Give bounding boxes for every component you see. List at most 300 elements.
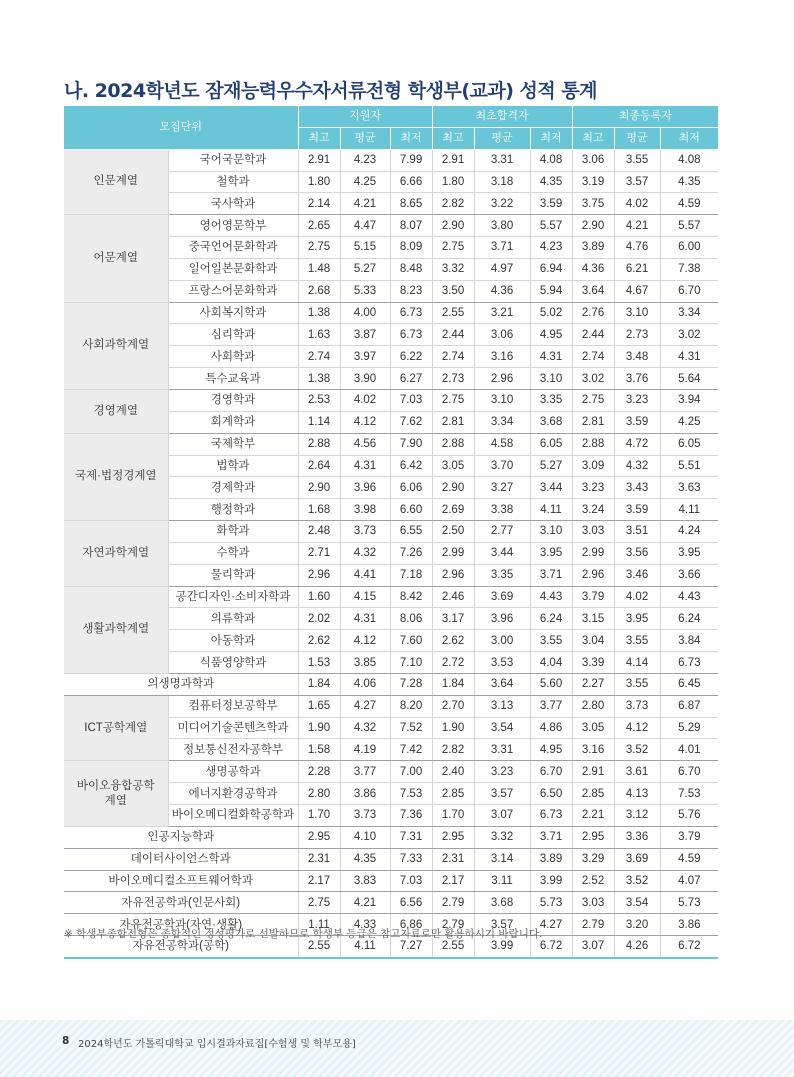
- unit-name: 자유전공학과(인문사회): [64, 892, 298, 914]
- stat-cell: 5.27: [530, 455, 572, 477]
- stat-header-avg: 평균: [340, 127, 390, 149]
- stat-cell: 5.33: [340, 280, 390, 302]
- stat-cell: 4.11: [340, 936, 390, 958]
- admission-stats-table: [64, 106, 718, 959]
- stat-cell: 4.31: [530, 346, 572, 368]
- stat-cell: 3.98: [340, 499, 390, 521]
- stat-cell: 4.31: [340, 455, 390, 477]
- stat-cell: 2.48: [298, 521, 340, 543]
- dept-name: 경제학과: [168, 477, 298, 499]
- stat-cell: 3.52: [614, 870, 660, 892]
- stat-cell: 3.56: [614, 542, 660, 564]
- stat-cell: 3.39: [572, 652, 614, 674]
- stat-header-max: 최고: [298, 127, 340, 149]
- stat-cell: 4.67: [614, 280, 660, 302]
- stat-cell: 6.21: [614, 258, 660, 280]
- stat-cell: 6.72: [660, 936, 718, 958]
- stat-cell: 2.79: [572, 914, 614, 936]
- stat-cell: 3.16: [474, 346, 530, 368]
- unit-name: 의생명과학과: [64, 673, 298, 695]
- stat-cell: 8.07: [390, 215, 432, 237]
- stat-cell: 8.20: [390, 695, 432, 717]
- stat-cell: 2.17: [432, 870, 474, 892]
- stat-cell: 2.44: [432, 324, 474, 346]
- stat-cell: 3.32: [474, 826, 530, 848]
- stat-cell: 2.31: [432, 848, 474, 870]
- stat-cell: 4.12: [614, 717, 660, 739]
- table-body: [64, 149, 718, 958]
- stat-cell: 4.21: [340, 193, 390, 215]
- stat-cell: 3.10: [474, 389, 530, 411]
- table-row: [64, 433, 718, 455]
- table-row: [64, 302, 718, 324]
- stat-cell: 3.38: [474, 499, 530, 521]
- stat-cell: 3.55: [614, 673, 660, 695]
- table-row: [64, 848, 718, 870]
- stat-cell: 3.44: [474, 542, 530, 564]
- stat-cell: 3.10: [530, 521, 572, 543]
- dept-name: 영어영문학부: [168, 215, 298, 237]
- stat-cell: 2.99: [432, 542, 474, 564]
- stat-cell: 4.08: [660, 149, 718, 171]
- stat-cell: 3.73: [340, 805, 390, 827]
- table-row: [64, 892, 718, 914]
- stat-cell: 4.14: [614, 652, 660, 674]
- stat-cell: 4.32: [340, 717, 390, 739]
- stat-cell: 4.12: [340, 630, 390, 652]
- stat-cell: 8.42: [390, 586, 432, 608]
- dept-name: 국제학부: [168, 433, 298, 455]
- stat-cell: 2.79: [432, 914, 474, 936]
- stat-cell: 1.38: [298, 302, 340, 324]
- stat-cell: 5.64: [660, 368, 718, 390]
- stat-cell: 3.43: [614, 477, 660, 499]
- stat-cell: 7.53: [390, 783, 432, 805]
- dept-name: 회계학과: [168, 411, 298, 433]
- stat-cell: 3.51: [614, 521, 660, 543]
- stat-cell: 3.86: [660, 914, 718, 936]
- stat-cell: 2.81: [572, 411, 614, 433]
- stat-cell: 3.29: [572, 848, 614, 870]
- stat-cell: 2.64: [298, 455, 340, 477]
- stat-cell: 4.35: [660, 171, 718, 193]
- stat-cell: 6.56: [390, 892, 432, 914]
- stat-cell: 6.73: [390, 324, 432, 346]
- stat-cell: 3.44: [530, 477, 572, 499]
- stat-cell: 4.02: [614, 586, 660, 608]
- stat-cell: 2.72: [432, 652, 474, 674]
- table-row: [64, 215, 718, 237]
- footer-text: 2024학년도 가톨릭대학교 입시결과자료집[수험생 및 학부모용]: [78, 1039, 356, 1050]
- stat-cell: 4.10: [340, 826, 390, 848]
- dept-name: 중국언어문화학과: [168, 237, 298, 259]
- stat-cell: 4.86: [530, 717, 572, 739]
- stat-cell: 4.26: [614, 936, 660, 958]
- stat-cell: 4.76: [614, 237, 660, 259]
- stat-header-avg: 평균: [474, 127, 530, 149]
- stat-cell: 6.42: [390, 455, 432, 477]
- stat-cell: 7.90: [390, 433, 432, 455]
- stat-cell: 5.15: [340, 237, 390, 259]
- stat-cell: 7.10: [390, 652, 432, 674]
- stat-cell: 7.60: [390, 630, 432, 652]
- stat-cell: 2.76: [572, 302, 614, 324]
- stat-cell: 4.43: [660, 586, 718, 608]
- stat-cell: 6.50: [530, 783, 572, 805]
- table-row: [64, 389, 718, 411]
- stat-cell: 3.13: [474, 695, 530, 717]
- unit-name: 바이오메디컬소프트웨어학과: [64, 870, 298, 892]
- stat-cell: 2.44: [572, 324, 614, 346]
- group-name-line: 바이오융합공학: [76, 779, 155, 792]
- stat-cell: 6.00: [660, 237, 718, 259]
- stat-cell: 3.95: [660, 542, 718, 564]
- stat-cell: 1.84: [298, 673, 340, 695]
- stat-cell: 2.02: [298, 608, 340, 630]
- stat-cell: 1.63: [298, 324, 340, 346]
- stat-cell: 2.88: [432, 433, 474, 455]
- group-name-line: 계열: [104, 794, 127, 807]
- stat-cell: 1.14: [298, 411, 340, 433]
- stat-cell: 6.60: [390, 499, 432, 521]
- stat-cell: 5.94: [530, 280, 572, 302]
- stat-cell: 5.02: [530, 302, 572, 324]
- stat-cell: 2.75: [298, 892, 340, 914]
- stat-cell: 2.91: [432, 149, 474, 171]
- stat-header-min: 최저: [530, 127, 572, 149]
- stat-cell: 2.96: [432, 564, 474, 586]
- group-name: 생활과학계열: [64, 586, 168, 673]
- stat-cell: 3.35: [530, 389, 572, 411]
- stat-cell: 2.95: [572, 826, 614, 848]
- stat-cell: 1.70: [298, 805, 340, 827]
- stat-cell: 3.46: [614, 564, 660, 586]
- stat-cell: 6.87: [660, 695, 718, 717]
- stat-cell: 4.59: [660, 193, 718, 215]
- stat-cell: 1.84: [432, 673, 474, 695]
- stat-cell: 4.00: [340, 302, 390, 324]
- stat-cell: 2.55: [432, 936, 474, 958]
- stat-cell: 2.55: [432, 302, 474, 324]
- stat-cell: 5.76: [660, 805, 718, 827]
- stat-cell: 8.48: [390, 258, 432, 280]
- stat-cell: 5.57: [660, 215, 718, 237]
- stat-cell: 3.97: [340, 346, 390, 368]
- stat-cell: 3.77: [340, 761, 390, 783]
- stat-cell: 4.06: [340, 673, 390, 695]
- unit-name: 데이터사이언스학과: [64, 848, 298, 870]
- stat-cell: 6.22: [390, 346, 432, 368]
- stat-cell: 4.31: [660, 346, 718, 368]
- stat-cell: 6.70: [530, 761, 572, 783]
- stat-cell: 3.31: [474, 739, 530, 761]
- dept-name: 물리학과: [168, 564, 298, 586]
- stat-cell: 4.01: [660, 739, 718, 761]
- stat-cell: 5.27: [340, 258, 390, 280]
- stat-cell: 1.80: [432, 171, 474, 193]
- stat-cell: 6.55: [390, 521, 432, 543]
- dept-name: 의류학과: [168, 608, 298, 630]
- stat-cell: 5.57: [530, 215, 572, 237]
- stat-cell: 7.53: [660, 783, 718, 805]
- stat-cell: 4.33: [340, 914, 390, 936]
- stat-cell: 7.00: [390, 761, 432, 783]
- stat-cell: 2.81: [432, 411, 474, 433]
- stat-cell: 2.80: [572, 695, 614, 717]
- stat-cell: 6.24: [660, 608, 718, 630]
- stat-cell: 3.03: [572, 521, 614, 543]
- stat-cell: 2.96: [474, 368, 530, 390]
- stat-cell: 6.45: [660, 673, 718, 695]
- stat-cell: 3.53: [474, 652, 530, 674]
- stat-cell: 6.72: [530, 936, 572, 958]
- stat-cell: 7.42: [390, 739, 432, 761]
- stat-cell: 2.91: [298, 149, 340, 171]
- stat-cell: 6.70: [660, 761, 718, 783]
- stat-cell: 2.21: [572, 805, 614, 827]
- footnote: ※ 학생부종합전형은 종합적인 정성평가로 선발하므로 학생부 등급은 참고자료로만 활용하시기 바랍니다.: [64, 928, 543, 940]
- stat-cell: 4.56: [340, 433, 390, 455]
- stat-cell: 4.27: [530, 914, 572, 936]
- stat-cell: 3.84: [660, 630, 718, 652]
- stat-cell: 3.85: [340, 652, 390, 674]
- stat-cell: 3.57: [474, 783, 530, 805]
- stat-cell: 3.76: [614, 368, 660, 390]
- stat-header-avg: 평균: [614, 127, 660, 149]
- stat-cell: 3.15: [572, 608, 614, 630]
- stat-cell: 2.75: [432, 389, 474, 411]
- stat-cell: 3.14: [474, 848, 530, 870]
- stat-cell: 3.89: [572, 237, 614, 259]
- group-name: 경영계열: [64, 389, 168, 433]
- stat-cell: 3.00: [474, 630, 530, 652]
- stat-cell: 3.59: [530, 193, 572, 215]
- stat-cell: 4.41: [340, 564, 390, 586]
- stat-cell: 3.55: [614, 149, 660, 171]
- page-title: 나. 2024학년도 잠재능력우수자서류전형 학생부(교과) 성적 통계: [64, 80, 598, 102]
- stat-cell: 1.60: [298, 586, 340, 608]
- stat-cell: 3.99: [530, 870, 572, 892]
- stat-cell: 1.48: [298, 258, 340, 280]
- table-row: [64, 826, 718, 848]
- dept-name: 에너지환경공학과: [168, 783, 298, 805]
- stat-cell: 4.95: [530, 324, 572, 346]
- stat-cell: 4.04: [530, 652, 572, 674]
- stat-cell: 4.32: [614, 455, 660, 477]
- stat-cell: 3.03: [572, 892, 614, 914]
- stat-cell: 2.95: [432, 826, 474, 848]
- stat-cell: 4.13: [614, 783, 660, 805]
- stat-cell: 4.07: [660, 870, 718, 892]
- table-row: [64, 586, 718, 608]
- group-header-final-enrollees: 최종등록자: [572, 106, 718, 127]
- stat-cell: 4.15: [340, 586, 390, 608]
- stat-cell: 7.26: [390, 542, 432, 564]
- stat-cell: 7.62: [390, 411, 432, 433]
- stat-cell: 3.79: [572, 586, 614, 608]
- stat-cell: 2.55: [298, 936, 340, 958]
- stat-cell: 2.70: [432, 695, 474, 717]
- stat-cell: 4.25: [340, 171, 390, 193]
- stat-cell: 3.11: [474, 870, 530, 892]
- stat-cell: 3.69: [614, 848, 660, 870]
- stat-cell: 3.18: [474, 171, 530, 193]
- stat-cell: 2.75: [572, 389, 614, 411]
- table-row: [64, 870, 718, 892]
- stat-cell: 2.73: [432, 368, 474, 390]
- stat-cell: 3.07: [474, 805, 530, 827]
- stat-cell: 3.04: [572, 630, 614, 652]
- stat-cell: 3.86: [340, 783, 390, 805]
- dept-name: 생명공학과: [168, 761, 298, 783]
- stat-cell: 2.74: [432, 346, 474, 368]
- stat-header-max: 최고: [432, 127, 474, 149]
- stat-cell: 3.68: [530, 411, 572, 433]
- stat-cell: 3.59: [614, 411, 660, 433]
- dept-name: 아동학과: [168, 630, 298, 652]
- stat-cell: 4.23: [340, 149, 390, 171]
- dept-name: 프랑스어문화학과: [168, 280, 298, 302]
- stat-cell: 6.05: [530, 433, 572, 455]
- stat-cell: 3.89: [530, 848, 572, 870]
- stat-cell: 1.68: [298, 499, 340, 521]
- stat-header-max: 최고: [572, 127, 614, 149]
- stat-cell: 7.27: [390, 936, 432, 958]
- stat-cell: 2.46: [432, 586, 474, 608]
- stat-cell: 3.24: [572, 499, 614, 521]
- stat-cell: 6.06: [390, 477, 432, 499]
- stat-cell: 3.71: [474, 237, 530, 259]
- stat-cell: 2.27: [572, 673, 614, 695]
- dept-name: 사회복지학과: [168, 302, 298, 324]
- stat-cell: 4.31: [340, 608, 390, 630]
- stat-cell: 3.55: [614, 630, 660, 652]
- stat-cell: 1.90: [432, 717, 474, 739]
- stat-cell: 2.75: [298, 237, 340, 259]
- stat-cell: 3.06: [572, 149, 614, 171]
- stat-cell: 3.57: [474, 914, 530, 936]
- dept-name: 정보통신전자공학부: [168, 739, 298, 761]
- stat-cell: 2.62: [432, 630, 474, 652]
- stat-cell: 1.53: [298, 652, 340, 674]
- stat-cell: 6.05: [660, 433, 718, 455]
- stat-cell: 1.90: [298, 717, 340, 739]
- dept-name: 법학과: [168, 455, 298, 477]
- stat-cell: 3.99: [474, 936, 530, 958]
- stat-cell: 3.19: [572, 171, 614, 193]
- group-name: 자연과학계열: [64, 521, 168, 587]
- stat-cell: 3.54: [474, 717, 530, 739]
- stat-header-min: 최저: [660, 127, 718, 149]
- dept-name: 화학과: [168, 521, 298, 543]
- stat-cell: 3.77: [530, 695, 572, 717]
- stat-cell: 4.12: [340, 411, 390, 433]
- stat-cell: 4.23: [530, 237, 572, 259]
- stat-cell: 4.02: [340, 389, 390, 411]
- stat-cell: 2.90: [572, 215, 614, 237]
- stat-cell: 4.35: [340, 848, 390, 870]
- stat-cell: 2.53: [298, 389, 340, 411]
- stat-cell: 3.10: [614, 302, 660, 324]
- group-name: ICT공학계열: [64, 695, 168, 761]
- stat-cell: 7.28: [390, 673, 432, 695]
- stat-cell: 3.27: [474, 477, 530, 499]
- stat-cell: 2.31: [298, 848, 340, 870]
- stat-cell: 7.38: [660, 258, 718, 280]
- stat-cell: 2.77: [474, 521, 530, 543]
- stat-cell: 4.21: [340, 892, 390, 914]
- stat-cell: 2.17: [298, 870, 340, 892]
- stat-cell: 2.28: [298, 761, 340, 783]
- stat-cell: 3.63: [660, 477, 718, 499]
- stat-cell: 2.74: [298, 346, 340, 368]
- stat-cell: 2.90: [432, 477, 474, 499]
- stat-cell: 1.58: [298, 739, 340, 761]
- stat-cell: 3.06: [474, 324, 530, 346]
- stat-cell: 2.96: [572, 564, 614, 586]
- stat-cell: 2.82: [432, 193, 474, 215]
- stat-cell: 3.73: [340, 521, 390, 543]
- group-header-applicants: 지원자: [298, 106, 432, 127]
- stat-cell: 4.59: [660, 848, 718, 870]
- stat-cell: 3.07: [572, 936, 614, 958]
- stat-cell: 2.91: [572, 761, 614, 783]
- table-row: [64, 695, 718, 717]
- group-header-initial-admits: 최초합격자: [432, 106, 572, 127]
- stat-cell: 3.96: [474, 608, 530, 630]
- stat-cell: 3.57: [614, 171, 660, 193]
- dept-name: 일어일본문화학과: [168, 258, 298, 280]
- stat-cell: 3.73: [614, 695, 660, 717]
- stat-cell: 3.21: [474, 302, 530, 324]
- stat-cell: 8.06: [390, 608, 432, 630]
- dept-name: 미디어기술콘텐츠학과: [168, 717, 298, 739]
- stat-cell: 3.55: [530, 630, 572, 652]
- group-name: 국제·법정경계열: [64, 433, 168, 520]
- stat-cell: 5.73: [660, 892, 718, 914]
- stat-cell: 7.33: [390, 848, 432, 870]
- stat-cell: 3.12: [614, 805, 660, 827]
- stat-cell: 4.21: [614, 215, 660, 237]
- stat-cell: 2.99: [572, 542, 614, 564]
- stat-cell: 1.38: [298, 368, 340, 390]
- stat-cell: 4.36: [474, 280, 530, 302]
- stat-cell: 2.40: [432, 761, 474, 783]
- stat-cell: 3.50: [432, 280, 474, 302]
- stat-cell: 3.83: [340, 870, 390, 892]
- dept-name: 컴퓨터정보공학부: [168, 695, 298, 717]
- stat-cell: 5.73: [530, 892, 572, 914]
- stat-cell: 2.73: [614, 324, 660, 346]
- dept-name: 바이오메디컬화학공학과: [168, 805, 298, 827]
- stat-cell: 4.25: [660, 411, 718, 433]
- stat-cell: 4.24: [660, 521, 718, 543]
- stat-cell: 3.70: [474, 455, 530, 477]
- stat-cell: 4.27: [340, 695, 390, 717]
- stat-cell: 3.87: [340, 324, 390, 346]
- unit-header: 모집단위: [64, 106, 298, 149]
- stat-cell: 3.02: [572, 368, 614, 390]
- stat-header-min: 최저: [390, 127, 432, 149]
- unit-name: 자유전공학과(공학): [64, 936, 298, 958]
- stat-cell: 4.32: [340, 542, 390, 564]
- group-name: 인문계열: [64, 149, 168, 215]
- stat-cell: 2.95: [298, 826, 340, 848]
- stat-cell: 3.95: [614, 608, 660, 630]
- stat-cell: 3.16: [572, 739, 614, 761]
- stat-cell: 2.52: [572, 870, 614, 892]
- stat-cell: 3.71: [530, 564, 572, 586]
